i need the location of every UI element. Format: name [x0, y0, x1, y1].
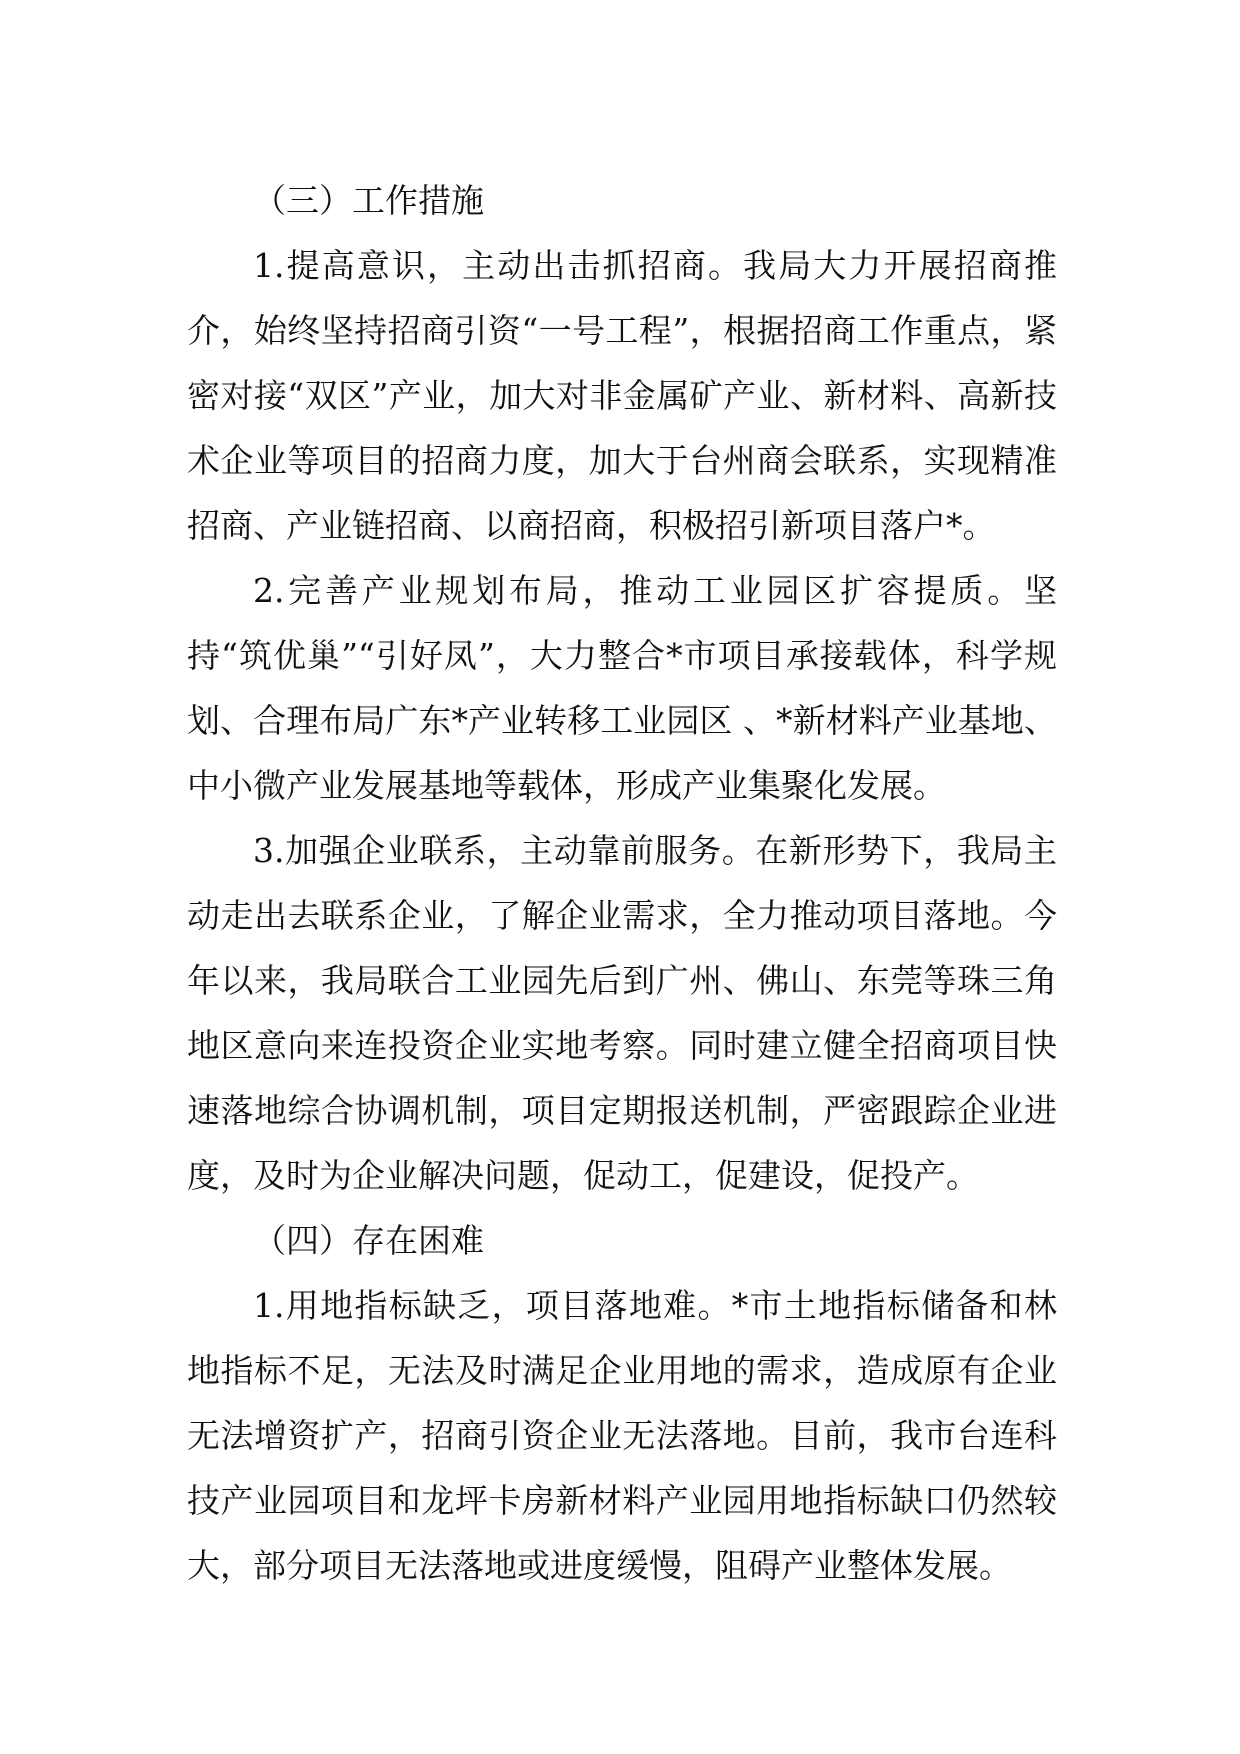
paragraph-industrial-planning: 2.完善产业规划布局，推动工业园区扩容提质。坚持“筑优巢”“引好凤”，大力整合*市项目承接载体，科学规划、合理布局广东*产业转移工业园区 、*新材料产业基地、中小微产业发展基地等载体，形成产业集聚化发展。 [187, 571, 1057, 805]
paragraph-raise-awareness: 1.提高意识，主动出击抓招商。我局大力开展招商推介，始终坚持招商引资“一号工程”，根据招商工作重点，紧密对接“双区”产业，加大对非金属矿产业、新材料、高新技术企业等项目的招商力度，加大于台州商会联系，实现精准招商、产业链招商、以商招商，积极招引新项目落户*。 [187, 246, 1057, 545]
paragraph-enterprise-contact: 3.加强企业联系，主动靠前服务。在新形势下，我局主动走出去联系企业，了解企业需求，全力推动项目落地。今年以来，我局联合工业园先后到广州、佛山、东莞等珠三角地区意向来连投资企业实地考察。同时建立健全招商项目快速落地综合协调机制，项目定期报送机制，严密跟踪企业进度，及时为企业解决问题，促动工，促建设，促投产。 [187, 831, 1057, 1195]
section-heading-difficulties: （四）存在困难 [253, 1221, 484, 1260]
document-body [187, 168, 1057, 1598]
section-heading-work-measures: （三）工作措施 [253, 181, 484, 220]
paragraph-land-shortage: 1.用地指标缺乏，项目落地难。*市土地指标储备和林地指标不足，无法及时满足企业用地的需求，造成原有企业无法增资扩产，招商引资企业无法落地。目前，我市台连科技产业园项目和龙坪卡房新材料产业园用地指标缺口仍然较大，部分项目无法落地或进度缓慢，阻碍产业整体发展。 [187, 1286, 1057, 1585]
